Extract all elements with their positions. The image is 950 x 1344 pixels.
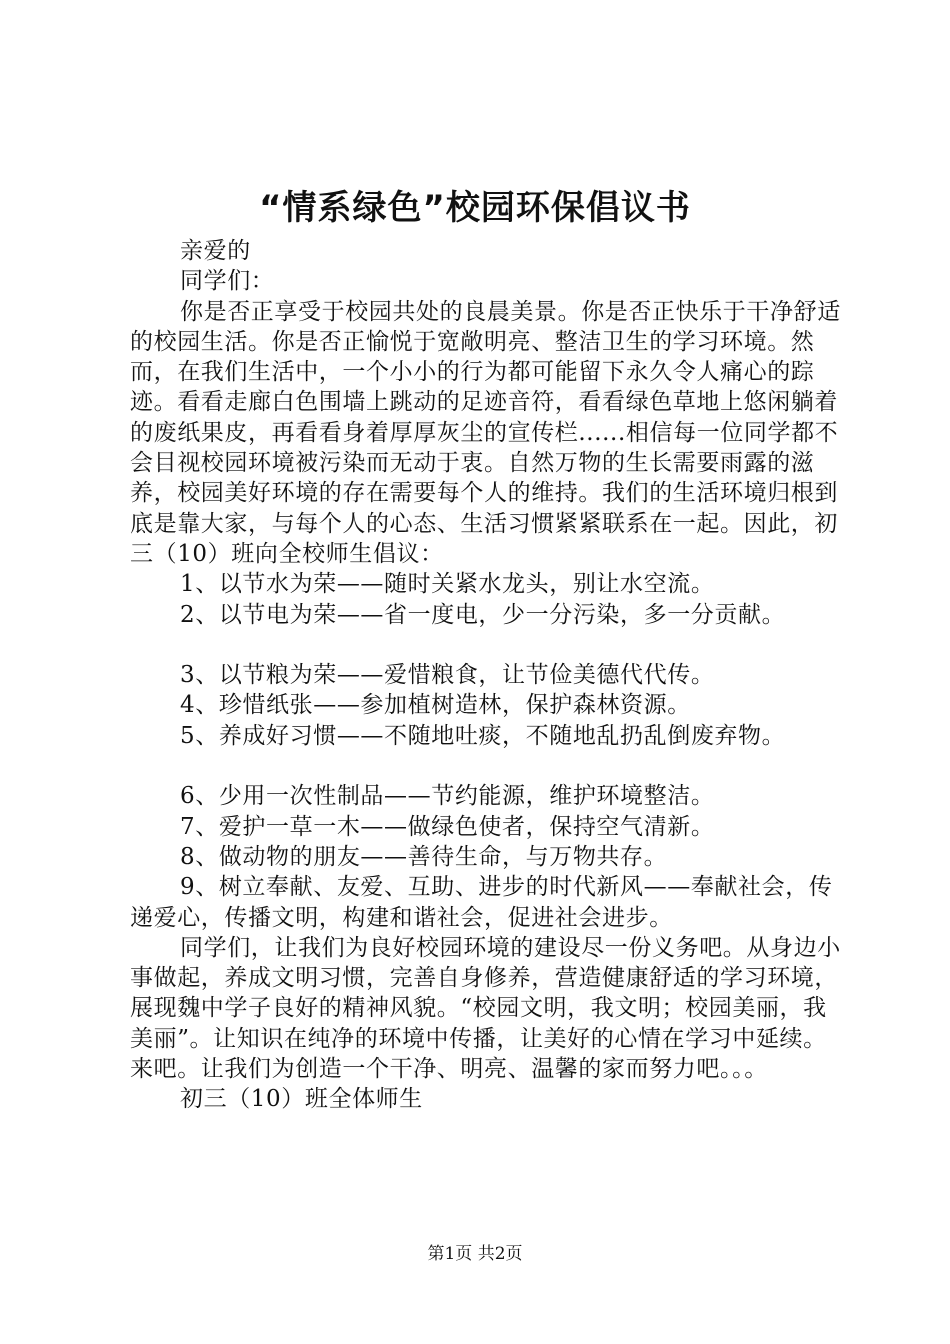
proposal-item-9: 9、树立奉献、友爱、互助、进步的时代新风——奉献社会，传递爱心，传播文明，构建和谐社会，促进社会进步。	[130, 874, 833, 931]
proposal-item-3: 3、以节粮为荣——爱惜粮食，让节俭美德代代传。	[180, 662, 715, 689]
proposal-item-7: 7、爱护一草一木——做绿色使者，保持空气清新。	[180, 813, 715, 840]
greeting-line-2: 同学们：	[180, 268, 275, 295]
proposal-item-1: 1、以节水为荣——随时关紧水龙头，别让水空流。	[180, 571, 715, 598]
document-title: “情系绿色”校园环保倡议书	[259, 188, 691, 228]
page-indicator: 第1页 共2页	[427, 1244, 523, 1264]
signature-line: 初三（10）班全体师生	[180, 1086, 423, 1113]
intro-paragraph: 你是否正享受于校园共处的良晨美景。你是否正快乐于干净舒适的校园生活。你是否正愉悦于宽敞明亮、整洁卫生的学习环境。然而，在我们生活中，一个小小的行为都可能留下永久令人痛心的踪迹。看看走廊白色围墙上跳动的足迹音符，看看绿色草地上悠闲躺着的废纸果皮，再看看身着厚厚灰尘的宣传栏......相信每一位同学都不会目视校园环境被污染而无动于衷。自然万物的生长需要雨露的滋养，校园美好环境的存在需要每个人的维持。我们的生活环境归根到底是靠大家，与每个人的心态、生活习惯紧紧联系在一起。因此，初三（10）班向全校师生倡议：	[130, 298, 841, 567]
paragraph-gap	[130, 630, 842, 660]
proposal-item-2: 2、以节电为荣——省一度电，少一分污染，多一分贡献。	[180, 601, 786, 628]
proposal-item-5: 5、养成好习惯——不随地吐痰，不随地乱扔乱倒废弃物。	[180, 722, 786, 749]
document-body	[130, 236, 842, 1115]
greeting-line-1: 亲爱的	[180, 238, 251, 264]
proposal-item-8: 8、做动物的朋友——善待生命，与万物共存。	[180, 843, 668, 870]
closing-paragraph: 同学们，让我们为良好校园环境的建设尽一份义务吧。从身边小事做起，养成文明习惯，完善自身修养，营造健康舒适的学习环境，展现魏中学子良好的精神风貌。“校园文明，我文明；校园美丽，我美丽”。让知识在纯净的环境中传播，让美好的心情在学习中延续。来吧。让我们为创造一个干净、明亮、温馨的家而努力吧。。。	[130, 934, 841, 1083]
paragraph-gap	[130, 751, 842, 781]
proposal-item-4: 4、珍惜纸张——参加植树造林，保护森林资源。	[180, 692, 691, 719]
proposal-item-6: 6、少用一次性制品——节约能源，维护环境整洁。	[180, 783, 715, 810]
